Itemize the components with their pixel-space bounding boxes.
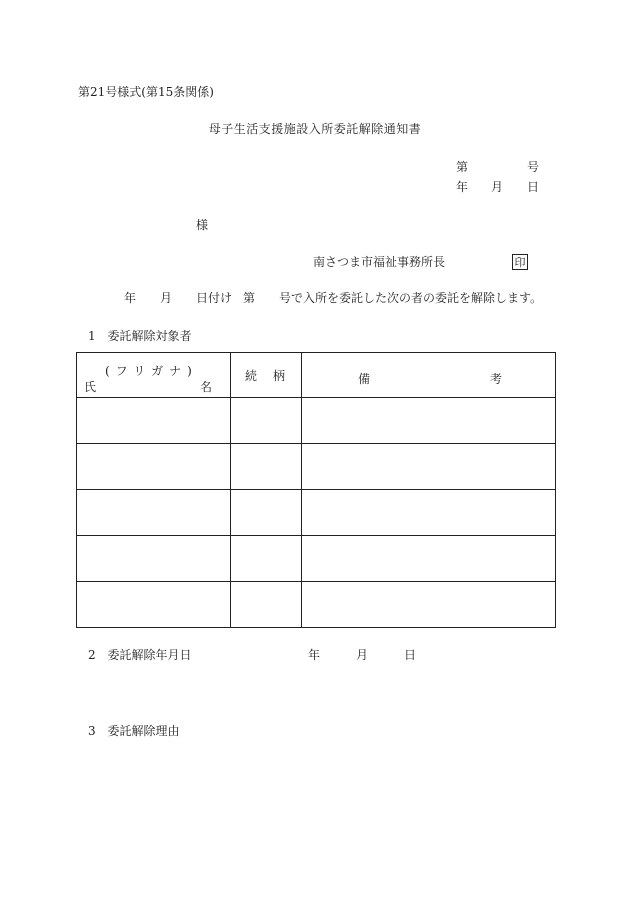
body-month: 月 — [160, 291, 173, 305]
table-row — [77, 490, 556, 536]
doc-number-suffix: 号 — [527, 160, 540, 174]
table-row — [77, 444, 556, 490]
name-header — [77, 353, 231, 398]
body-year: 年 — [124, 291, 137, 305]
relationship-cell[interactable] — [231, 444, 302, 490]
section2-year: 年 — [308, 648, 321, 662]
table-row — [77, 398, 556, 444]
table-header-row — [77, 353, 556, 398]
name-cell[interactable] — [77, 398, 231, 444]
body-text: 号で入所を委託した次の者の委託を解除します。 — [279, 291, 543, 305]
target-persons-table — [76, 352, 556, 628]
name-cell[interactable] — [77, 582, 231, 628]
section3-label: 委託解除理由 — [107, 724, 180, 738]
section2-day: 日 — [404, 648, 417, 662]
document-title: 母子生活支援施設入所委託解除通知書 — [208, 122, 422, 136]
name-shi-label: 氏 — [84, 380, 97, 394]
name-cell[interactable] — [77, 490, 231, 536]
seal-mark: 印 — [512, 254, 528, 270]
relationship-cell[interactable] — [231, 582, 302, 628]
remarks-cell[interactable] — [302, 398, 556, 444]
body-date-suffix: 日付け — [196, 291, 233, 305]
remarks-header — [302, 353, 556, 398]
section2-label: 委託解除年月日 — [107, 648, 192, 662]
body-number-prefix: 第 — [243, 291, 256, 305]
remarks-label-bi: 備 — [358, 372, 371, 386]
remarks-cell[interactable] — [302, 444, 556, 490]
name-mei-label: 名 — [199, 380, 212, 394]
furigana-label: (フリガナ) — [105, 364, 198, 378]
relationship-cell[interactable] — [231, 398, 302, 444]
issuer-name: 南さつま市福祉事務所長 — [313, 255, 446, 269]
table-row — [77, 582, 556, 628]
section2-month: 月 — [356, 648, 369, 662]
table-row — [77, 536, 556, 582]
name-cell[interactable] — [77, 444, 231, 490]
doc-number-prefix: 第 — [456, 160, 469, 174]
section1-heading — [88, 330, 191, 342]
remarks-label-kou: 考 — [490, 372, 503, 386]
section3-heading — [88, 725, 179, 737]
section2-number: 2 — [88, 648, 96, 662]
doc-date-year: 年 — [456, 180, 469, 194]
form-number: 第21号様式(第15条関係) — [78, 85, 214, 99]
recipient-suffix: 様 — [196, 218, 209, 232]
section2-heading — [88, 649, 191, 661]
remarks-cell[interactable] — [302, 490, 556, 536]
relationship-cell[interactable] — [231, 536, 302, 582]
doc-date-month: 月 — [491, 180, 504, 194]
doc-date-day: 日 — [527, 180, 540, 194]
relationship-header: 続柄 — [231, 353, 302, 398]
remarks-cell[interactable] — [302, 582, 556, 628]
section3-number: 3 — [88, 724, 96, 738]
relationship-cell[interactable] — [231, 490, 302, 536]
name-cell[interactable] — [77, 536, 231, 582]
section1-label: 委託解除対象者 — [107, 329, 192, 343]
remarks-cell[interactable] — [302, 536, 556, 582]
section1-number: 1 — [88, 329, 96, 343]
